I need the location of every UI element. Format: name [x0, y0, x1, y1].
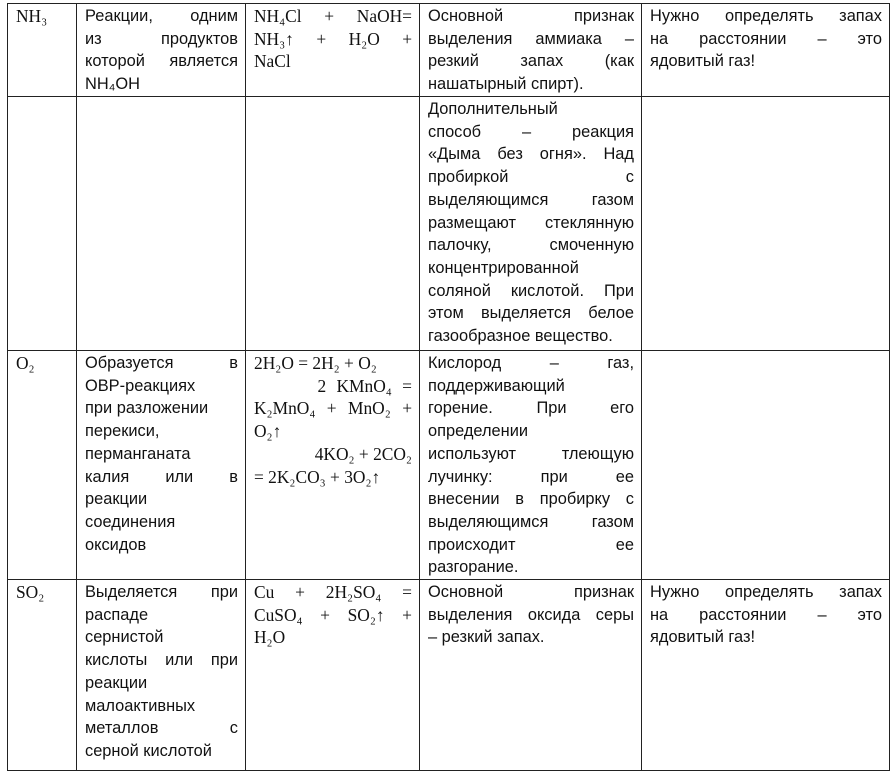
origin-line: малоактивных [85, 696, 196, 715]
sign-line: происходит ее [428, 535, 634, 554]
note-line: на расстоянии – это [650, 29, 882, 48]
origin-line: металлов с [85, 719, 238, 738]
reaction-line: CuSO₄ + SO₂↑ + [254, 604, 412, 625]
gas-formula-cell [8, 97, 77, 351]
reaction-line: NaCl [254, 51, 291, 72]
origin-line: реакции [85, 490, 148, 509]
origin-line: калия или в [85, 467, 238, 486]
sign-line: резкий запах (как [428, 52, 634, 71]
sign-line: поддерживающий [428, 376, 565, 395]
note-line: на расстоянии – это [650, 605, 882, 624]
reaction-cell [246, 580, 420, 771]
reaction-line: K₂MnO₄ + MnO₂ + [254, 398, 412, 419]
note-cell [642, 4, 890, 97]
origin-line: которой является [85, 52, 238, 71]
note-line: Нужно определять запах [650, 7, 882, 25]
origin-line: соединения [85, 512, 176, 531]
note-line: ядовитый газ! [650, 628, 756, 647]
gas-formula: O₂ [16, 353, 35, 373]
origin-line: кислоты или при [85, 651, 238, 670]
sign-line: используют тлеющую [428, 444, 634, 463]
reaction-line: 4KO₂ + 2CO₂ [314, 443, 412, 464]
table-row [8, 4, 890, 97]
sign-line: лучинку: при ее [428, 467, 634, 486]
sign-line: Кислород – газ, [428, 354, 634, 372]
reaction-line: NH₃↑ + H₂O + [254, 28, 412, 49]
sign-line: выделения оксида серы [428, 605, 634, 624]
sign-line: «Дыма без огня». Над [428, 145, 634, 164]
gas-formula-cell [8, 4, 77, 97]
sign-line: пробиркой с [428, 168, 634, 187]
reaction-line: = 2K₂CO₃ + 3O₂↑ [254, 466, 381, 487]
table-row [8, 351, 890, 580]
sign-line: выделения аммиака – [428, 29, 634, 48]
note-line: ядовитый газ! [650, 52, 756, 71]
sign-line: – резкий запах. [428, 628, 545, 647]
sign-line: горение. При его [428, 399, 634, 418]
sign-line: способ – реакция [428, 122, 634, 141]
origin-line: NH₄OH [85, 75, 140, 94]
reaction-line: H₂O [254, 627, 286, 648]
gas-formula: SO₂ [16, 582, 45, 603]
reaction-line: 2H₂O = 2H₂ + O₂ [254, 353, 377, 373]
sign-line: определении [428, 422, 529, 441]
sign-line: Основной признак [428, 583, 634, 602]
gas-detection-table [7, 3, 890, 771]
gas-formula-cell [8, 580, 77, 771]
note-cell [642, 97, 890, 351]
origin-cell [77, 97, 246, 351]
origin-line: перекиси, [85, 422, 160, 441]
sign-line: концентрированной [428, 258, 579, 277]
sign-line: этом выделяется белое [428, 304, 634, 323]
origin-line: Реакции, одним [85, 7, 238, 25]
origin-cell [77, 4, 246, 97]
origin-line: серной кислотой [85, 741, 212, 760]
origin-line: ОВР-реакциях [85, 376, 196, 395]
sign-cell [420, 580, 642, 771]
sign-line: разгорание. [428, 558, 519, 577]
origin-cell [77, 580, 246, 771]
sign-cell [420, 351, 642, 580]
origin-line: оксидов [85, 535, 147, 554]
origin-line: Выделяется при [85, 583, 238, 602]
reaction-line: O₂↑ [254, 421, 282, 442]
reaction-line: Cu + 2H₂SO₄ = [254, 582, 412, 603]
origin-line: перманганата [85, 444, 191, 463]
sign-cell [420, 4, 642, 97]
reaction-line: 2 KMnO₄ = [317, 375, 412, 396]
note-line: Нужно определять запах [650, 583, 882, 602]
gas-formula-cell [8, 351, 77, 580]
sign-line: выделяющимся газом [428, 512, 634, 531]
origin-line: из продуктов [85, 29, 238, 48]
origin-line: сернистой [85, 628, 164, 647]
origin-line: распаде [85, 605, 149, 624]
sign-line: Основной признак [428, 7, 634, 25]
origin-line: Образуется в [85, 354, 238, 372]
table-row [8, 97, 890, 351]
sign-line: палочку, смоченную [428, 236, 634, 255]
origin-line: реакции [85, 673, 148, 692]
reaction-cell [246, 4, 420, 97]
sign-line: внесении в пробирку с [428, 490, 634, 509]
sign-line: нашатырный спирт). [428, 75, 584, 94]
sign-line: размещают стеклянную [428, 213, 634, 232]
sign-line: газообразное вещество. [428, 327, 613, 346]
sign-line: выделяющимся газом [428, 190, 634, 209]
sign-line: соляной кислотой. При [428, 281, 634, 300]
sign-cell [420, 97, 642, 351]
gas-formula: NH₃ [16, 6, 48, 26]
note-cell [642, 351, 890, 580]
origin-cell [77, 351, 246, 580]
table-row [8, 580, 890, 771]
reaction-cell [246, 97, 420, 351]
reaction-line: NH₄Cl + NaOH= [254, 6, 412, 26]
reaction-cell [246, 351, 420, 580]
sign-line: Дополнительный [428, 100, 558, 118]
origin-line: при разложении [85, 399, 209, 418]
note-cell [642, 580, 890, 771]
